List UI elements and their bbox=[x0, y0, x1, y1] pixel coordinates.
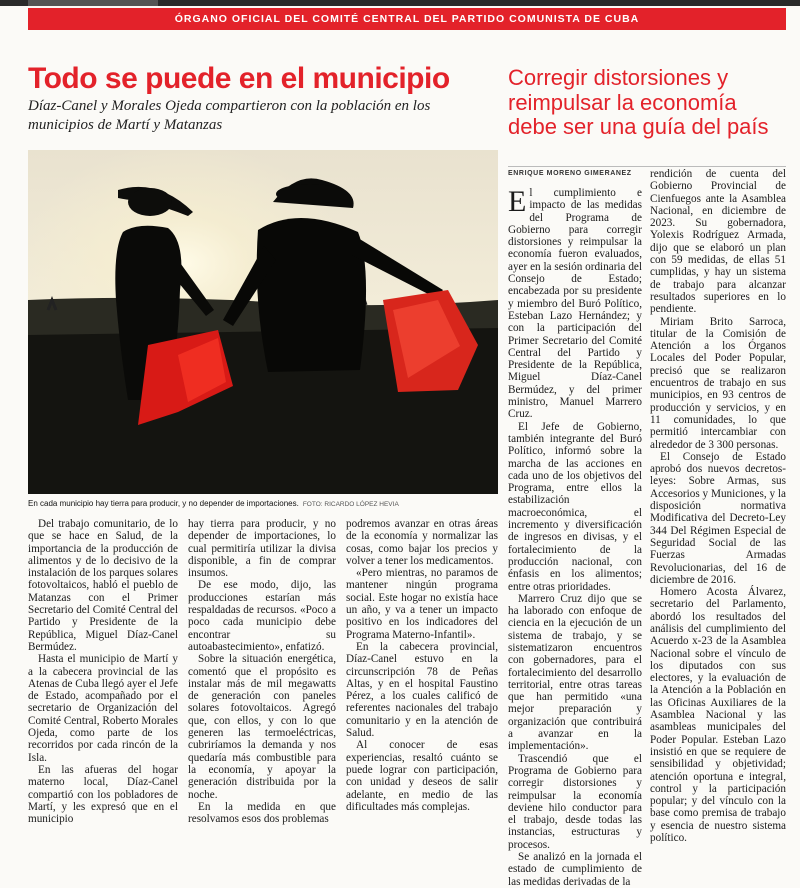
paragraph: «Pero mientras, no paramos de mantener ningún programa social. Este hogar no existía hace un año, y va a tener un impacto positivo en los indicadores del Programa Materno-Infantil». bbox=[346, 567, 498, 641]
left-article-column-2 bbox=[188, 518, 336, 826]
left-subhead: Díaz-Canel y Morales Ojeda compartieron con la población en los municipios de Martí y Matanzas bbox=[28, 98, 431, 133]
paragraph: podremos avanzar en otras áreas de la economía y normalizar las cosas, como bajar los precios y volver a tener los medicamentos. bbox=[346, 518, 498, 567]
masthead-fragment bbox=[28, 0, 158, 6]
paragraph: Al conocer de esas experiencias, resaltó cuánto se puede lograr con participación, con unidad y deseos de salir adelante, en medio de las dificultades más complejas. bbox=[346, 739, 498, 813]
paragraph: Del trabajo comunitario, de lo que se hace en Salud, de la importancia de la producción de alimentos y de lo decisivo de la instalación de los parques solares fotovoltaicos, habló el pueblo de Matanzas con el Primer Secretario del Comité Central del Partido y Presidente de la República, Miguel Díaz-Canel Bermúdez. bbox=[28, 518, 178, 653]
official-organ-banner: ÓRGANO OFICIAL DEL COMITÉ CENTRAL DEL PARTIDO COMUNISTA DE CUBA bbox=[28, 8, 786, 30]
right-article-column-1 bbox=[508, 185, 642, 888]
paragraph: Marrero Cruz dijo que se ha laborado con enfoque de ciencia en la ejecución de un sistema de trabajo, y se sistematizaron encuentros con gobernadores, para el fortalecimiento del desarrollo territorial, entre otras tareas que han permitido «una mejor preparación y organización que contribuirá a avanzar en la implementación». bbox=[508, 592, 642, 753]
paragraph: El Consejo de Estado aprobó dos nuevos decretos-leyes: Sobre Armas, sus Accesorios y Municiones, y la disposición normativa Modificativa del Decreto-Ley 344 Del Régimen Especial de Seguridad Social de las Fuerzas Armadas Revolucionarias, del 16 de diciembre de 2016. bbox=[650, 450, 786, 586]
paragraph: Miriam Brito Sarroca, titular de la Comisión de Atención a los Órganos Locales del Poder Popular, precisó que se realizaron encuentros de trabajo en sus municipios, en 93 centros de producción y servicios, y en 11 comunidades, lo que permitió intercambiar con alrededor de 3 300 personas. bbox=[650, 315, 786, 451]
farmers-silhouette-photo bbox=[28, 150, 498, 494]
paragraph: Hasta el municipio de Martí y a la cabecera provincial de las Atenas de Cuba llegó ayer el Jefe de Estado, acompañado por el secretario de Organización del Comité Central, Roberto Morales Ojeda, como parte de los recorridos por cada rincón de la Isla. bbox=[28, 653, 178, 764]
drop-cap: E bbox=[508, 185, 527, 218]
masthead-strip bbox=[0, 0, 800, 6]
photo-credit: FOTO: RICARDO LÓPEZ HEVIA bbox=[302, 501, 399, 508]
byline-rule bbox=[508, 166, 786, 167]
paragraph: hay tierra para producir, y no depender de importaciones, lo cual permitiría utilizar la divisa disponible, a fin de comprar insumos. bbox=[188, 518, 336, 580]
paragraph: Homero Acosta Álvarez, secretario del Parlamento, abordó los resultados del análisis del cumplimiento del Acuerdo x-23 de la Asamblea Nacional sobre el vínculo de los diputados con sus electores, y la evaluación de la Atención a la Población en las Oficinas Auxiliares de la Asamblea Nacional y las asambleas municipales del Poder Popular. Esteban Lazo insistió en que se requiere de sensibilidad y objetividad; atención oportuna e integral, control y la participación popular; y del vínculo con la base como premisa de trabajo y esencia de nuestro sistema político. bbox=[650, 586, 786, 845]
lead-paragraph bbox=[508, 187, 642, 421]
paragraph: Trascendió que el Programa de Gobierno para corregir distorsiones y reimpulsar la economía deviene hilo conductor para el trabajo, desde todas las instancias, estructuras y procesos. bbox=[508, 752, 642, 851]
paragraph: Sobre la situación energética, comentó que el propósito es instalar más de mil megawatts de generación con paneles solares fotovoltaicos. Agregó que, con ellos, y con lo que generen las termoeléctricas, cubriríamos la demanda y nos quedaría más combustible para la economía, y apoyar la generación distribuida por la noche. bbox=[188, 653, 336, 801]
paragraph: Se analizó en la jornada el estado de cumplimiento de las medidas derivadas de la bbox=[508, 851, 642, 888]
left-article-column-3 bbox=[346, 518, 498, 813]
paragraph: En la cabecera provincial, Díaz-Canel estuvo en la circunscripción 78 de Peñas Altas, y en el hospital Faustino Pérez, a los cuales calificó de referentes nacionales del trabajo comunitario y en la atención de Salud. bbox=[346, 640, 498, 740]
left-article-column-1 bbox=[28, 518, 178, 826]
paragraph: El Jefe de Gobierno, también integrante del Buró Político, informó sobre la marcha de las acciones en cada uno de los objetivos del Programa, entre ellos la estabilización macroeconómica, el incremento y diversificación de ingresos en divisas, y el fortalecimiento de la producción nacional, con énfasis en los alimentos; entre otras prioridades. bbox=[508, 420, 642, 593]
caption-text: En cada municipio hay tierra para producir, y no depender de importaciones. bbox=[28, 499, 299, 508]
paragraph: En las afueras del hogar materno local, Díaz-Canel compartió con los pobladores de Martí, y les expresó que en el municipio bbox=[28, 763, 178, 826]
right-article-column-2 bbox=[650, 168, 786, 845]
lead-text: l cumplimiento e impacto de las medidas del Programa de Gobierno para corregir distorsiones y reimpulsar la economía fueron evaluados, ayer en la sesión ordinaria del Consejo de Estado; encabezada por su presidente y miembro del Buró Político, Esteban Lazo Hernández; y con la participación del Primer Secretario del Comité Central del Partido y Presidente de la República, Miguel Díaz-Canel Bermúdez, y del primer ministro, Manuel Marrero Cruz. bbox=[508, 187, 642, 421]
byline: ENRIQUE MORENO GIMERANEZ bbox=[508, 170, 632, 177]
right-headline: Corregir distorsiones y reimpulsar la economía debe ser una guía del país bbox=[508, 65, 769, 139]
paragraph: De ese modo, dijo, las producciones estarían más respaldadas de recursos. «Poco a poco cada municipio debe encontrar su autoabastecimiento», enfatizó. bbox=[188, 579, 336, 653]
paragraph: rendición de cuenta del Gobierno Provincial de Cienfuegos ante la Asamblea Nacional, en diciembre de 2023. Su gobernadora, Yolexis Rodríguez Armada, dijo que se elaboró un plan con 59 medidas, de ellas 51 cumplidas, y hay un sistema de trabajo para alcanzar resultados superiores en lo pendiente. bbox=[650, 168, 786, 316]
paragraph: En la medida en que resolvamos esos dos problemas bbox=[188, 800, 336, 826]
left-headline: Todo se puede en el municipio bbox=[28, 62, 450, 95]
photo-caption bbox=[28, 498, 498, 510]
